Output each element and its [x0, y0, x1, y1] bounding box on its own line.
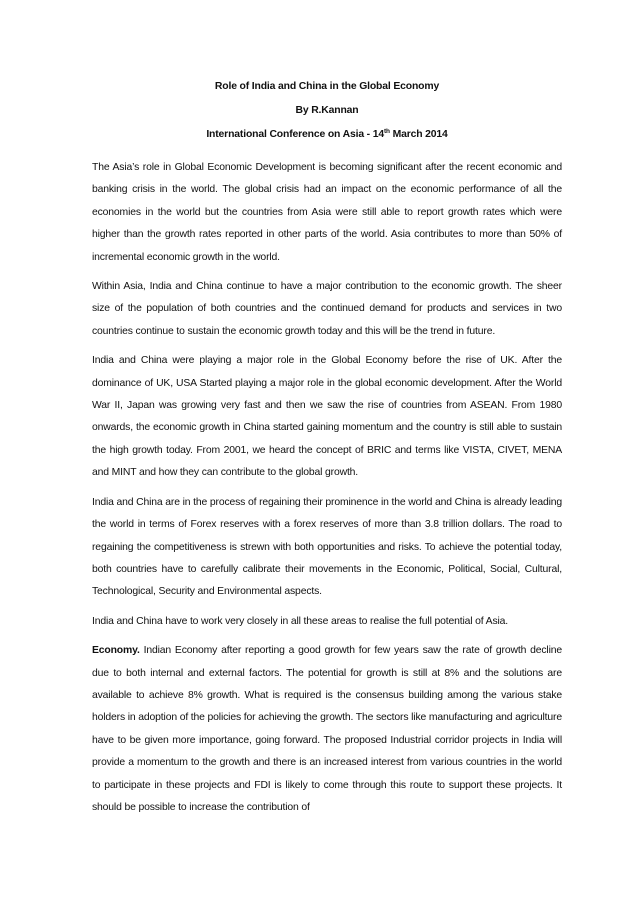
conference-line — [92, 123, 562, 147]
economy-text: Indian Economy after reporting a good growth for few years saw the rate of growth decline due to both internal and external factors. The potential for growth is still at 8% and the solutions are available to achieve 8% growth. What is required is the consensus building among the various stake holders in adoption of the policies for achieving the growth. The sectors like manufacturing and agriculture have to be given more importance, going forward. The proposed Industrial corridor projects in India will provide a momentum to the growth and there is an increased interest from various countries in the world to participate in these projects and FDI is likely to come through this route to support these projects. It should be possible to increase the contribution of — [92, 645, 562, 813]
economy-label: Economy. — [92, 645, 140, 657]
conference-superscript: th — [383, 128, 390, 135]
paragraph-economy — [92, 640, 562, 819]
paragraph-regaining-prominence: India and China are in the process of regaining their prominence in the world and China is already leading the world in terms of Forex reserves with a forex reserves of more than 3.8 trillion dollars. The road to regaining the competitiveness is strewn with both opportunities and risks. To achieve the potential today, both countries have to carefully calibrate their movements in the Economic, Political, Social, Cultural, Technological, Security and Environmental aspects. — [92, 496, 562, 598]
paragraph-within-asia: Within Asia, India and China continue to have a major contribution to the economic growth. The sheer size of the population of both countries and the continued demand for products and services in two countries continue to sustain the economic growth today and this will be the trend in future. — [92, 281, 562, 337]
paragraph-asia-role: The Asia’s role in Global Economic Development is becoming significant after the recent economic and banking crisis in the world. The global crisis had an impact on the economic performance of all the economies in the world but the countries from Asia were still able to report growth rates which were higher than the growth rates reported in other parts of the world. Asia contributes to more than 50% of incremental economic growth in the world. — [92, 162, 562, 263]
conference-prefix: International Conference on Asia - 14 — [206, 129, 384, 140]
paragraph-work-closely: India and China have to work very closely in all these areas to realise the full potential of Asia. — [92, 615, 509, 627]
document-author: By R.Kannan — [295, 105, 359, 116]
paragraph-history: India and China were playing a major role in the Global Economy before the rise of UK. After the dominance of UK, USA Started playing a major role in the global economic development. After the World War II, Japan was growing very fast and then we saw the rise of countries from ASEAN. From 1980 onwards, the economic growth in China started gaining momentum and the country is still able to sustain the high growth today. From 2001, we heard the concept of BRIC and terms like VISTA, CIVET, MENA and MINT and how they can contribute to the global growth. — [92, 355, 562, 479]
conference-date-suffix: March 2014 — [389, 129, 448, 140]
document-page — [92, 75, 562, 819]
document-title: Role of India and China in the Global Economy — [214, 81, 440, 92]
